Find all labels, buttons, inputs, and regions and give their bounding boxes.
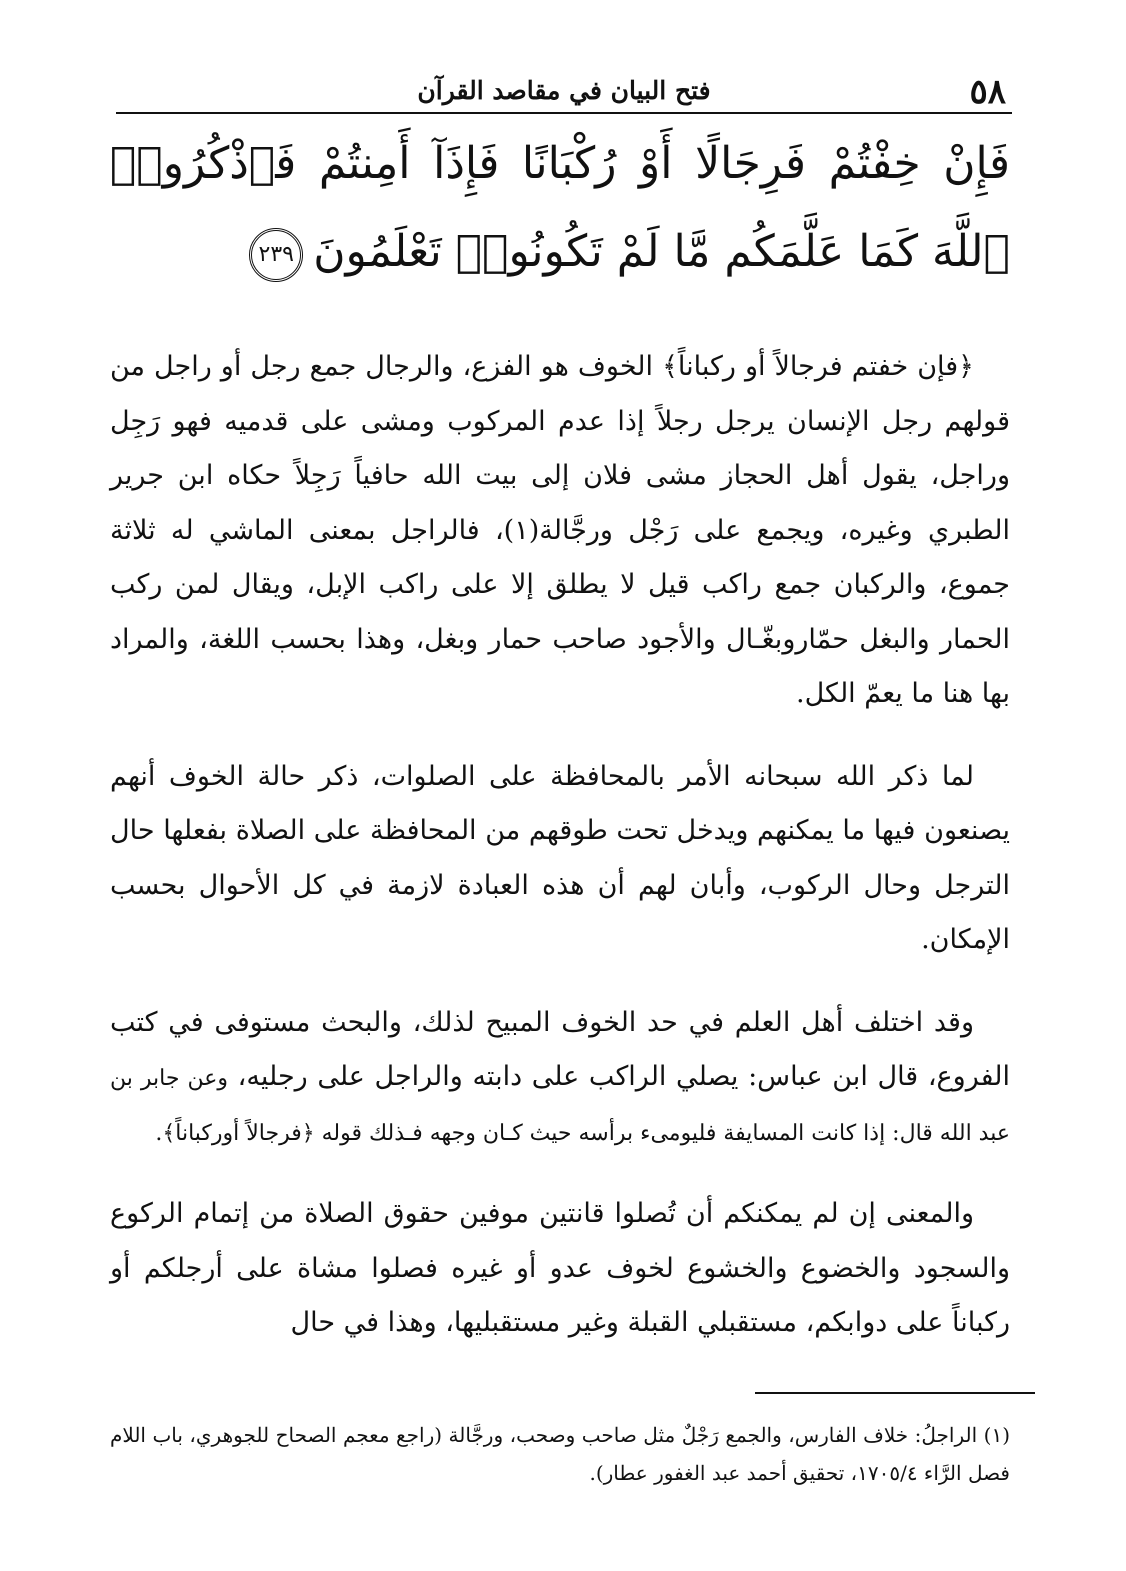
paragraph-2: لما ذكر الله سبحانه الأمر بالمحافظة على الصلوات، ذكر حالة الخوف أنهم يصنعون فيها ما يمكنهم ويدخل تحت طوقهم من المحافظة على الصلاة بفعلها حال الترجل وحال الركوب، وأبان لهم أن هذه العبادة لازمة في كل الأحوال بحسب الإمكان. [110, 760, 1010, 955]
footnote-1: (١) الراجلُ: خلاف الفارس، والجمع رَجْلٌ مثل صاحب وصحب، ورجَّالة (راجع معجم الصحاح للجوهري، باب اللام فصل الرَّاء ١٧٠٥/٤، تحقيق أحمد عبد الغفور عطار). [110, 1423, 1010, 1485]
paragraph-4: والمعنى إن لم يمكنكم أن تُصلوا قانتين موفين حقوق الصلاة من إتمام الركوع والسجود والخضوع والخشوع لخوف عدو أو غيره فصلوا مشاة على أرجلكم أو ركباناً على دوابكم، مستقبلي القبلة وغير مستقبليها، وهذا في حال [110, 1198, 1010, 1338]
ayah-number-marker: ٢٣٩ [249, 228, 303, 282]
footnotes [110, 1416, 1010, 1492]
paragraph-3 [110, 996, 1010, 1160]
paragraph-3-quote: وعن جابر بن عبد الله قال: إذا كانت المسايفة فليومىء برأسه حيث كـان وجهه فـذلك قوله ﴿فرجالاً أوركباناً﴾. [110, 1066, 1010, 1146]
page-header [116, 66, 1012, 114]
verse-text: فَإِنْ خِفْتُمْ فَرِجَالًا أَوْ رُكْبَانًا فَإِذَآ أَمِنتُمْ فَٱذْكُرُوا۟ ٱللَّهَ كَمَا عَلَّمَكُم مَّا لَمْ تَكُونُوا۟ تَعْلَمُونَ [110, 138, 1010, 277]
paragraph-1: ﴿فإن خفتم فرجالاً أو ركباناً﴾ الخوف هو الفزع، والرجال جمع رجل أو راجل من قولهم رجل الإنسان يرجل رجلاً إذا عدم المركوب ومشى على قدميه فهو رَجِل وراجل، يقول أهل الحجاز مشى فلان إلى بيت الله حافياً رَجِلاً حكاه ابن جرير الطبري وغيره، ويجمع على رَجْل ورجَّالة(١)، فالراجل بمعنى الماشي له ثلاثة جموع، والركبان جمع راكب قيل لا يطلق إلا على راكب الإبل، ويقال لمن ركب الحمار والبغل حمّاروبغّـال والأجود صاحب حمار وبغل، وهذا بحسب اللغة، والمراد بها هنا ما يعمّ الكل. [110, 351, 1010, 709]
running-title: فتح البيان في مقاصد القرآن [417, 76, 711, 105]
quran-verse [110, 120, 1010, 296]
commentary-body [110, 340, 1010, 1379]
footnote-divider [755, 1392, 1035, 1394]
paragraph-3-main: وقد اختلف أهل العلم في حد الخوف المبيح لذلك، والبحث مستوفى في كتب الفروع، قال ابن عباس: يصلي الراكب على دابته والراجل على رجليه، [110, 1006, 1010, 1092]
page-number: ٥٨ [969, 72, 1006, 112]
